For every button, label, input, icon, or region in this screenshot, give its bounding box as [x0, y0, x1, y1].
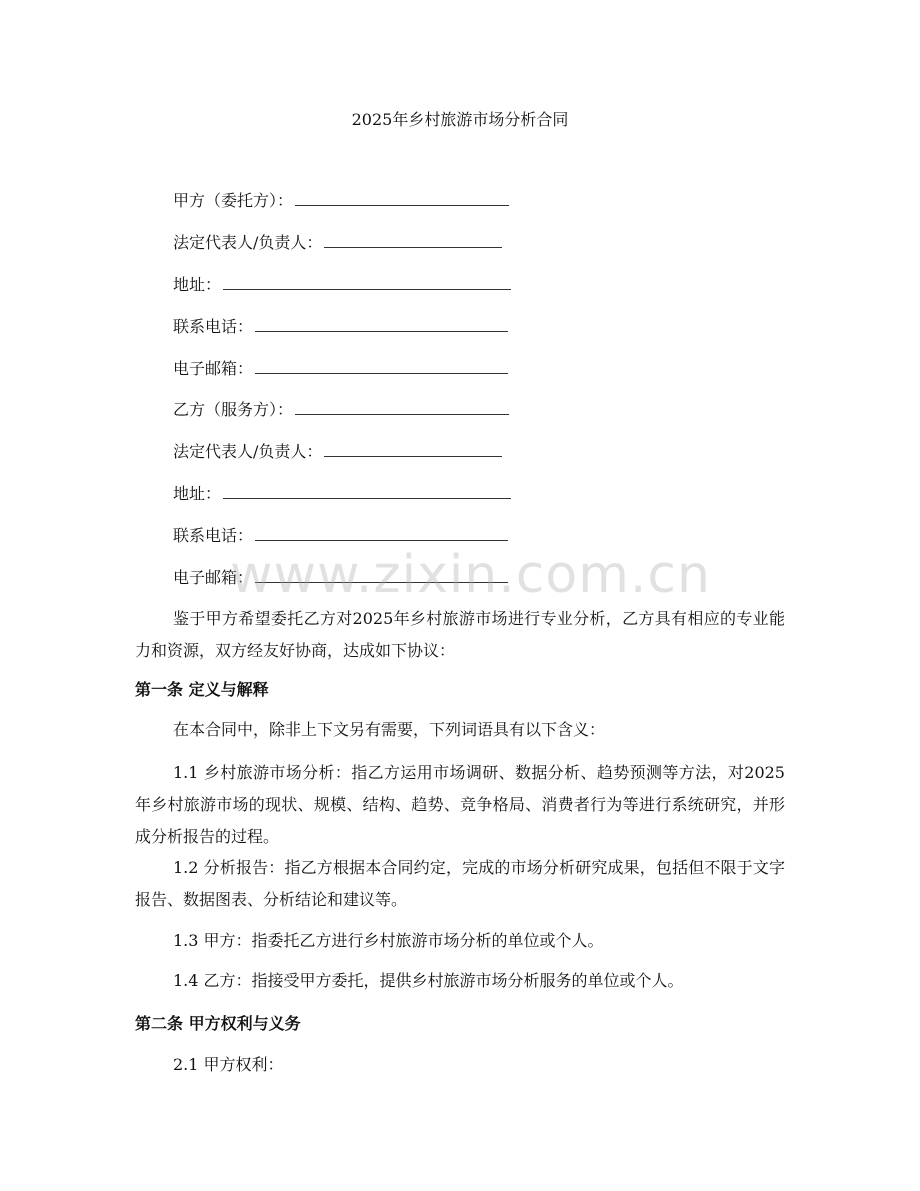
party-b-label: 乙方（服务方）： [173, 400, 294, 419]
party-a-phone-field [173, 315, 508, 339]
article-1-intro: 在本合同中，除非上下文另有需要，下列词语具有以下含义： [173, 720, 606, 739]
party-a-rep-blank[interactable] [324, 231, 502, 248]
party-b-phone-label: 联系电话： [173, 526, 254, 545]
party-b-rep-label: 法定代表人/负责人： [173, 442, 323, 461]
party-a-blank[interactable] [295, 189, 509, 206]
article-1-heading: 第一条 定义与解释 [135, 680, 269, 699]
party-b-address-field [173, 482, 511, 506]
party-a-address-label: 地址： [173, 275, 222, 294]
party-b-phone-blank[interactable] [255, 524, 508, 541]
party-a-phone-label: 联系电话： [173, 317, 254, 336]
party-a-address-field [173, 273, 511, 297]
party-b-blank[interactable] [295, 398, 509, 415]
party-b-address-blank[interactable] [223, 482, 511, 499]
party-a-email-field [173, 357, 508, 381]
party-b-address-label: 地址： [173, 484, 222, 503]
party-a-address-blank[interactable] [223, 273, 511, 290]
clause-1-2: 1.2 分析报告：指乙方根据本合同约定，完成的市场分析研究成果，包括但不限于文字报告、数据图表、分析结论和建议等。 [135, 858, 785, 909]
clause-2-1: 2.1 甲方权利： [173, 1055, 284, 1074]
clause-1-3: 1.3 甲方：指委托乙方进行乡村旅游市场分析的单位或个人。 [173, 931, 604, 950]
party-b-rep-field [173, 440, 502, 464]
party-a-email-label: 电子邮箱： [173, 359, 254, 378]
party-b-email-blank[interactable] [255, 566, 508, 583]
article-2-heading: 第二条 甲方权利与义务 [135, 1014, 301, 1033]
party-a-email-blank[interactable] [255, 357, 508, 374]
party-a-rep-label: 法定代表人/负责人： [173, 233, 323, 252]
party-a-label: 甲方（委托方）： [173, 191, 294, 210]
party-b-rep-blank[interactable] [324, 440, 502, 457]
preamble-paragraph: 鉴于甲方希望委托乙方对2025年乡村旅游市场进行专业分析，乙方具有相应的专业能力和资源，双方经友好协商，达成如下协议： [135, 609, 785, 660]
party-b-email-label: 电子邮箱： [173, 568, 254, 587]
clause-1-1: 1.1 乡村旅游市场分析：指乙方运用市场调研、数据分析、趋势预测等方法，对2025年乡村旅游市场的现状、规模、结构、趋势、竞争格局、消费者行为等进行系统研究，并形成分析报告的过程。 [135, 763, 785, 846]
party-a-field [173, 189, 509, 213]
party-b-field [173, 398, 509, 422]
party-b-email-field [173, 566, 508, 590]
party-a-phone-blank[interactable] [255, 315, 508, 332]
clause-1-4: 1.4 乙方：指接受甲方委托，提供乡村旅游市场分析服务的单位或个人。 [173, 971, 684, 990]
party-a-rep-field [173, 231, 502, 255]
watermark-text: www.zixin.com.cn [230, 545, 711, 605]
party-b-phone-field [173, 524, 508, 548]
document-title: 2025年乡村旅游市场分析合同 [351, 110, 569, 129]
